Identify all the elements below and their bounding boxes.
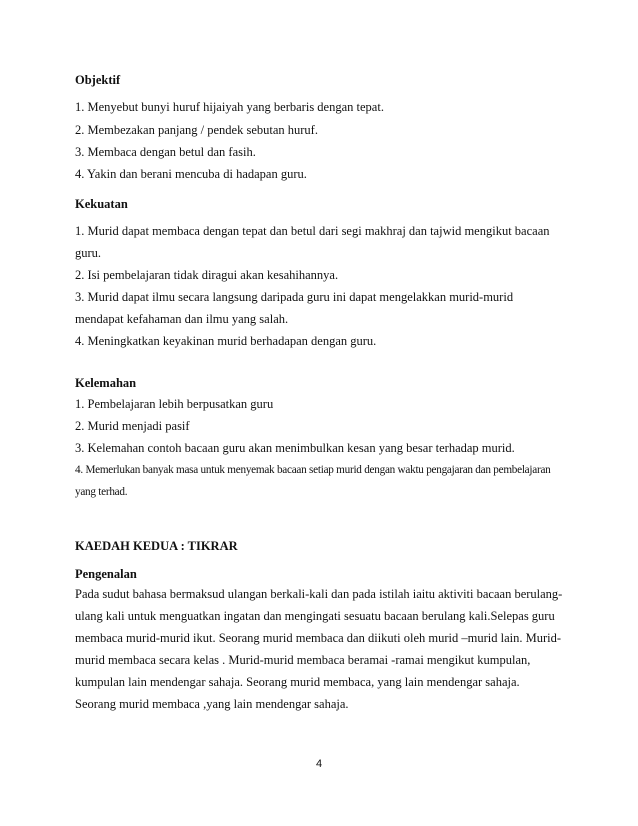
- list-item: 4. Meningkatkan keyakinan murid berhadapan dengan guru.: [75, 334, 377, 348]
- section-kelemahan: [75, 375, 575, 391]
- section-objektif: [75, 72, 575, 88]
- kelemahan-item-4-cont: [75, 484, 575, 500]
- paragraph-line: ulang kali untuk menguatkan ingatan dan mengingati sesuatu bacaan berulang kali.Selepas guru: [75, 609, 555, 623]
- list-item: guru.: [75, 246, 102, 260]
- list-item: 4. Memerlukan banyak masa untuk menyemak bacaan setiap murid dengan waktu pengajaran dan pembelajaran: [75, 464, 551, 476]
- kekuatan-item-2: [75, 267, 575, 283]
- paragraph-line: murid membaca secara kelas . Murid-murid membaca beramai -ramai mengikut kumpulan,: [75, 653, 531, 667]
- kelemahan-item-1: [75, 396, 575, 412]
- list-item: mendapat kefahaman dan ilmu yang salah.: [75, 312, 289, 326]
- list-item: 3. Kelemahan contoh bacaan guru akan menimbulkan kesan yang besar terhadap murid.: [75, 441, 515, 455]
- kelemahan-item-2: [75, 418, 575, 434]
- list-item: 2. Murid menjadi pasif: [75, 419, 190, 433]
- list-item: 4. Yakin dan berani mencuba di hadapan guru.: [75, 167, 307, 181]
- kekuatan-item-4: [75, 333, 575, 349]
- section-heading-objektif: Objektif: [75, 73, 121, 87]
- list-item: 1. Murid dapat membaca dengan tepat dan betul dari segi makhraj dan tajwid mengikut bacaan: [75, 224, 550, 238]
- list-item: 3. Murid dapat ilmu secara langsung daripada guru ini dapat mengelakkan murid-murid: [75, 290, 514, 304]
- objektif-item-2: [75, 122, 575, 138]
- section-pengenalan: [75, 566, 575, 582]
- list-item: 3. Membaca dengan betul dan fasih.: [75, 145, 256, 159]
- objektif-item-4: [75, 166, 575, 182]
- objektif-item-1: [75, 99, 575, 115]
- section-kaedah-kedua: [75, 538, 575, 554]
- page-number: 4: [315, 758, 323, 770]
- list-item: yang terhad.: [75, 486, 128, 498]
- paragraph-line: Seorang murid membaca ,yang lain mendengar sahaja.: [75, 697, 349, 711]
- section-heading-pengenalan: Pengenalan: [75, 567, 137, 581]
- list-item: 1. Menyebut bunyi huruf hijaiyah yang berbaris dengan tepat.: [75, 100, 384, 114]
- objektif-item-3: [75, 144, 575, 160]
- pengenalan-paragraph: [75, 586, 575, 718]
- section-heading-kekuatan: Kekuatan: [75, 197, 128, 211]
- paragraph-body: [75, 586, 575, 718]
- kelemahan-item-4: [75, 462, 575, 478]
- list-item: 2. Isi pembelajaran tidak diragui akan kesahihannya.: [75, 268, 339, 282]
- section-title-kaedah-kedua: KAEDAH KEDUA : TIKRAR: [75, 539, 238, 553]
- section-heading-kelemahan: Kelemahan: [75, 376, 137, 390]
- paragraph-line: kumpulan lain mendengar sahaja. Seorang murid membaca, yang lain mendengar sahaja.: [75, 675, 520, 689]
- kekuatan-item-3: [75, 289, 575, 305]
- kelemahan-item-3: [75, 440, 575, 456]
- section-kekuatan: [75, 196, 575, 212]
- list-item: 2. Membezakan panjang / pendek sebutan huruf.: [75, 123, 318, 137]
- kekuatan-item-1-cont: [75, 245, 575, 261]
- list-item: 1. Pembelajaran lebih berpusatkan guru: [75, 397, 274, 411]
- kekuatan-item-1: [75, 223, 575, 239]
- paragraph-line: membaca murid-murid ikut. Seorang murid membaca dan diikuti oleh murid –murid lain. Murid-: [75, 631, 562, 645]
- kekuatan-item-3-cont: [75, 311, 575, 327]
- paragraph-line: Pada sudut bahasa bermaksud ulangan berkali-kali dan pada istilah iaitu aktiviti bacaan berulang-: [75, 587, 563, 601]
